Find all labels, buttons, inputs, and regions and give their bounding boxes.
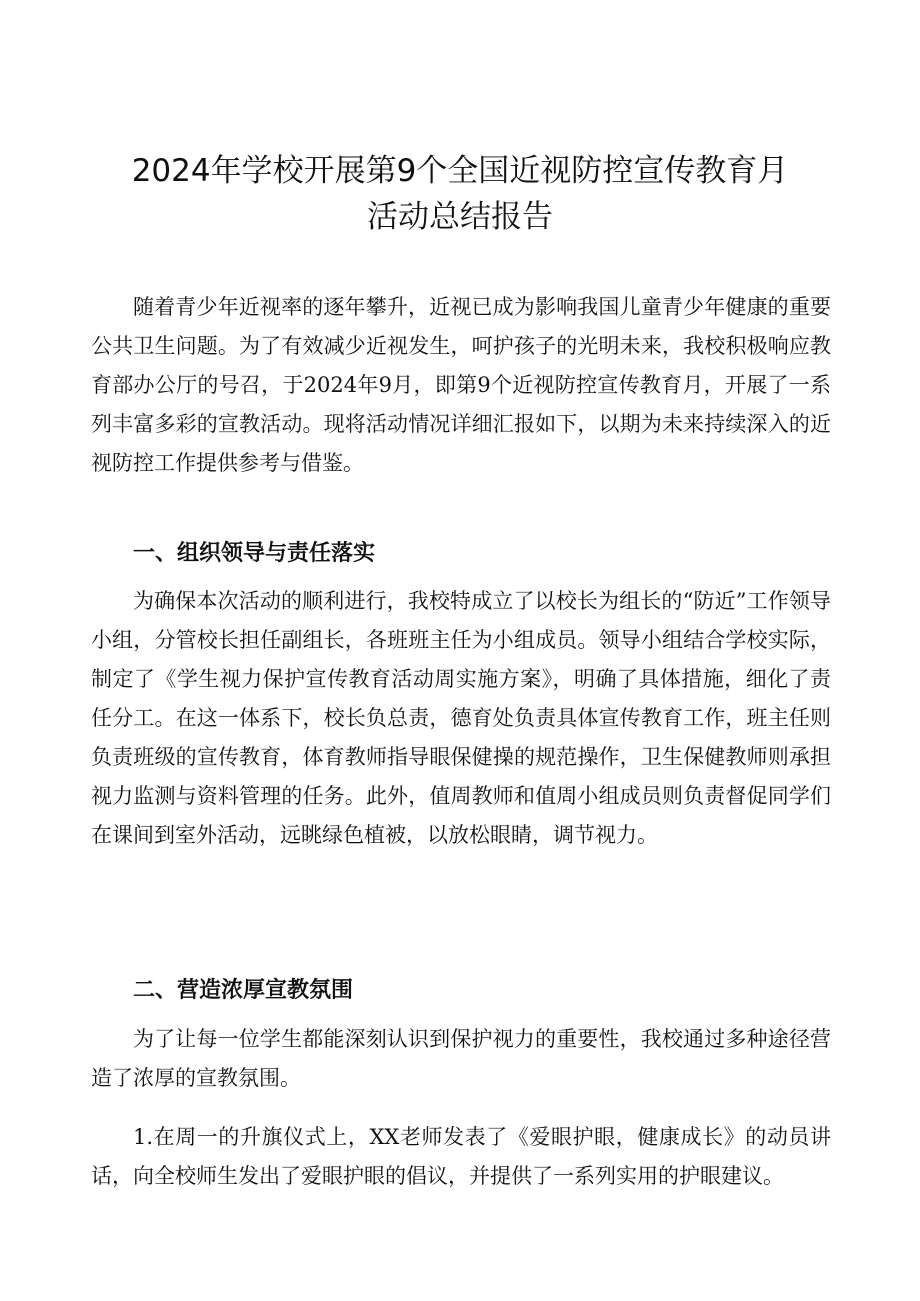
document-title-line-2: 活动总结报告 (367, 199, 553, 235)
section-2-heading: 二、营造浓厚宣教氛围 (133, 978, 354, 1003)
section-1-paragraph: 为确保本次活动的顺利进行，我校特成立了以校长为组长的“防近”工作领导小组，分管校长担任副组长，各班班主任为小组成员。领导小组结合学校实际，制定了《学生视力保护宣传教育活动周实施方案》，明确了具体措施，细化了责任分工。在这一体系下，校长负总责，德育处负责具体宣传教育工作，班主任则负责班级的宣传教育，体育教师指导眼保健操的规范操作，卫生保健教师则承担视力监测与资料管理的任务。此外，值周教师和值周小组成员则负责督促同学们在课间到室外活动，远眺绿色植被，以放松眼睛，调节视力。 (91, 589, 831, 847)
section-2-list-item-1: 1.在周一的升旗仪式上，XX老师发表了《爱眼护眼，健康成长》的动员讲话，向全校师生发出了爱眼护眼的倡议，并提供了一系列实用的护眼建议。 (91, 1125, 831, 1188)
document-title-line-1: 2024年学校开展第9个全国近视防控宣传教育月 (131, 153, 789, 189)
intro-paragraph: 随着青少年近视率的逐年攀升，近视已成为影响我国儿童青少年健康的重要公共卫生问题。为了有效减少近视发生，呵护孩子的光明未来，我校积极响应教育部办公厅的号召，于2024年9月，即第9个近视防控宣传教育月，开展了一系列丰富多彩的宣教活动。现将活动情况详细汇报如下，以期为未来持续深入的近视防控工作提供参考与借鉴。 (91, 295, 831, 475)
section-2-paragraph: 为了让每一位学生都能深刻认识到保护视力的重要性，我校通过多种途径营造了浓厚的宣教氛围。 (91, 1027, 831, 1090)
section-1-heading: 一、组织领导与责任落实 (133, 541, 376, 566)
